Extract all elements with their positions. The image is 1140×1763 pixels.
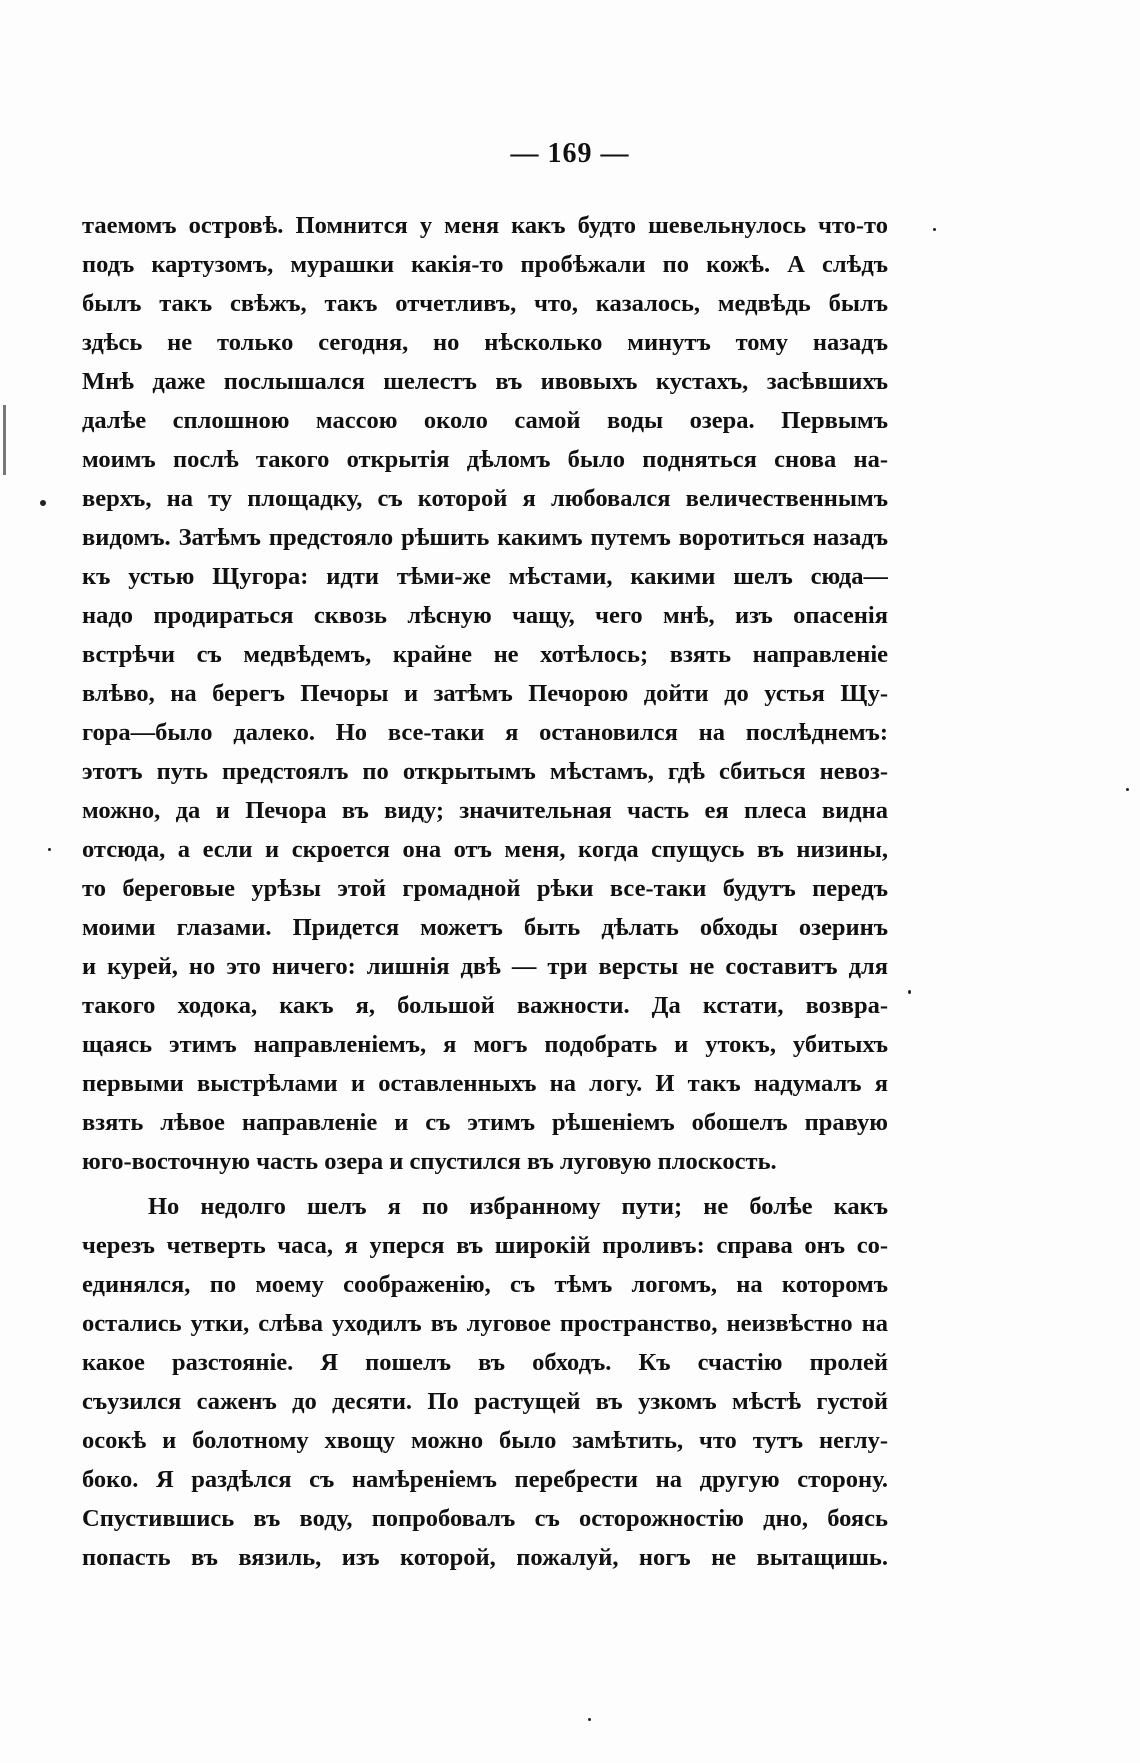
text-line: къ устью Щугора: идти тѣми-же мѣстами, какими шелъ сюда—	[82, 563, 888, 590]
text-line: далѣе сплошною массою около самой воды озера. Первымъ	[82, 407, 888, 434]
text-line: Но недолго шелъ я по избранному пути; не болѣе какъ	[148, 1193, 888, 1220]
text-line: гора—было далеко. Но все-таки я остановился на послѣднемъ:	[82, 719, 888, 746]
text-line: такого ходока, какъ я, большой важности. Да кстати, возвра-	[82, 992, 888, 1019]
text-line: единялся, по моему соображенію, съ тѣмъ логомъ, на которомъ	[82, 1271, 888, 1298]
text-line: Мнѣ даже послышался шелестъ въ ивовыхъ кустахъ, засѣвшихъ	[82, 368, 888, 395]
paragraph-2	[82, 1187, 888, 1577]
text-line: этотъ путь предстоялъ по открытымъ мѣстамъ, гдѣ сбиться невоз-	[82, 758, 888, 785]
text-line: моимъ послѣ такого открытія дѣломъ было подняться снова на-	[82, 446, 888, 473]
text-line: то береговые урѣзы этой громадной рѣки все-таки будутъ передъ	[82, 875, 888, 902]
text-line: осокѣ и болотному хвощу можно было замѣтить, что тутъ неглу-	[82, 1427, 888, 1454]
scan-speck	[933, 228, 936, 231]
text-line: верхъ, на ту площадку, съ которой я любовался величественнымъ	[82, 485, 888, 512]
text-line: юго-восточную часть озера и спустился въ луговую плоскость.	[82, 1148, 777, 1175]
text-line: видомъ. Затѣмъ предстояло рѣшить какимъ путемъ воротиться назадъ	[82, 524, 888, 551]
text-line: боко. Я раздѣлся съ намѣреніемъ перебрести на другую сторону.	[82, 1466, 888, 1493]
text-line: влѣво, на берегъ Печоры и затѣмъ Печорою дойти до устья Щу-	[82, 680, 888, 707]
text-line: остались утки, слѣва уходилъ въ луговое пространство, неизвѣстно на	[82, 1310, 888, 1337]
scan-speck	[48, 848, 51, 851]
text-line: былъ такъ свѣжъ, такъ отчетливъ, что, казалось, медвѣдь былъ	[82, 290, 888, 317]
text-line: попасть въ вязиль, изъ которой, пожалуй, ногъ не вытащишь.	[82, 1544, 888, 1571]
scan-speck	[1126, 788, 1129, 791]
scan-speck	[40, 500, 46, 506]
text-line: и курей, но это ничего: лишнія двѣ — три версты не составитъ для	[82, 953, 888, 980]
scan-speck	[908, 990, 911, 994]
text-line: встрѣчи съ медвѣдемъ, крайне не хотѣлось; взять направленіе	[82, 641, 888, 668]
text-line: съузился саженъ до десяти. По растущей въ узкомъ мѣстѣ густой	[82, 1388, 888, 1415]
text-line: щаясь этимъ направленіемъ, я могъ подобрать и утокъ, убитыхъ	[82, 1031, 888, 1058]
text-line: какое разстояніе. Я пошелъ въ обходъ. Къ счастію пролей	[82, 1349, 888, 1376]
text-line: моими глазами. Придется можетъ быть дѣлать обходы озеринъ	[82, 914, 888, 941]
scan-edge-mark	[3, 405, 6, 475]
text-line: Спустившись въ воду, попробовалъ съ осторожностію дно, боясь	[82, 1505, 888, 1532]
page-number: — 169 —	[510, 138, 630, 169]
text-line: отсюда, а если и скроется она отъ меня, когда спущусь въ низины,	[82, 836, 888, 863]
text-line: подъ картузомъ, мурашки какія-то пробѣжали по кожѣ. А слѣдъ	[82, 251, 888, 278]
text-line: надо продираться сквозь лѣсную чащу, чего мнѣ, изъ опасенія	[82, 602, 888, 629]
paragraph-1	[82, 206, 888, 1181]
text-line: взять лѣвое направленіе и съ этимъ рѣшеніемъ обошелъ правую	[82, 1109, 888, 1136]
text-line: здѣсь не только сегодня, но нѣсколько минутъ тому назадъ	[82, 329, 888, 356]
text-line: черезъ четверть часа, я уперся въ широкій проливъ: справа онъ со-	[82, 1232, 888, 1259]
text-line: можно, да и Печора въ виду; значительная часть ея плеса видна	[82, 797, 888, 824]
text-line: таемомъ островѣ. Помнится у меня какъ будто шевельнулось что-то	[82, 212, 888, 239]
text-line: первыми выстрѣлами и оставленныхъ на логу. И такъ надумалъ я	[82, 1070, 888, 1097]
scan-speck	[588, 1718, 591, 1721]
main-text	[82, 206, 888, 1577]
